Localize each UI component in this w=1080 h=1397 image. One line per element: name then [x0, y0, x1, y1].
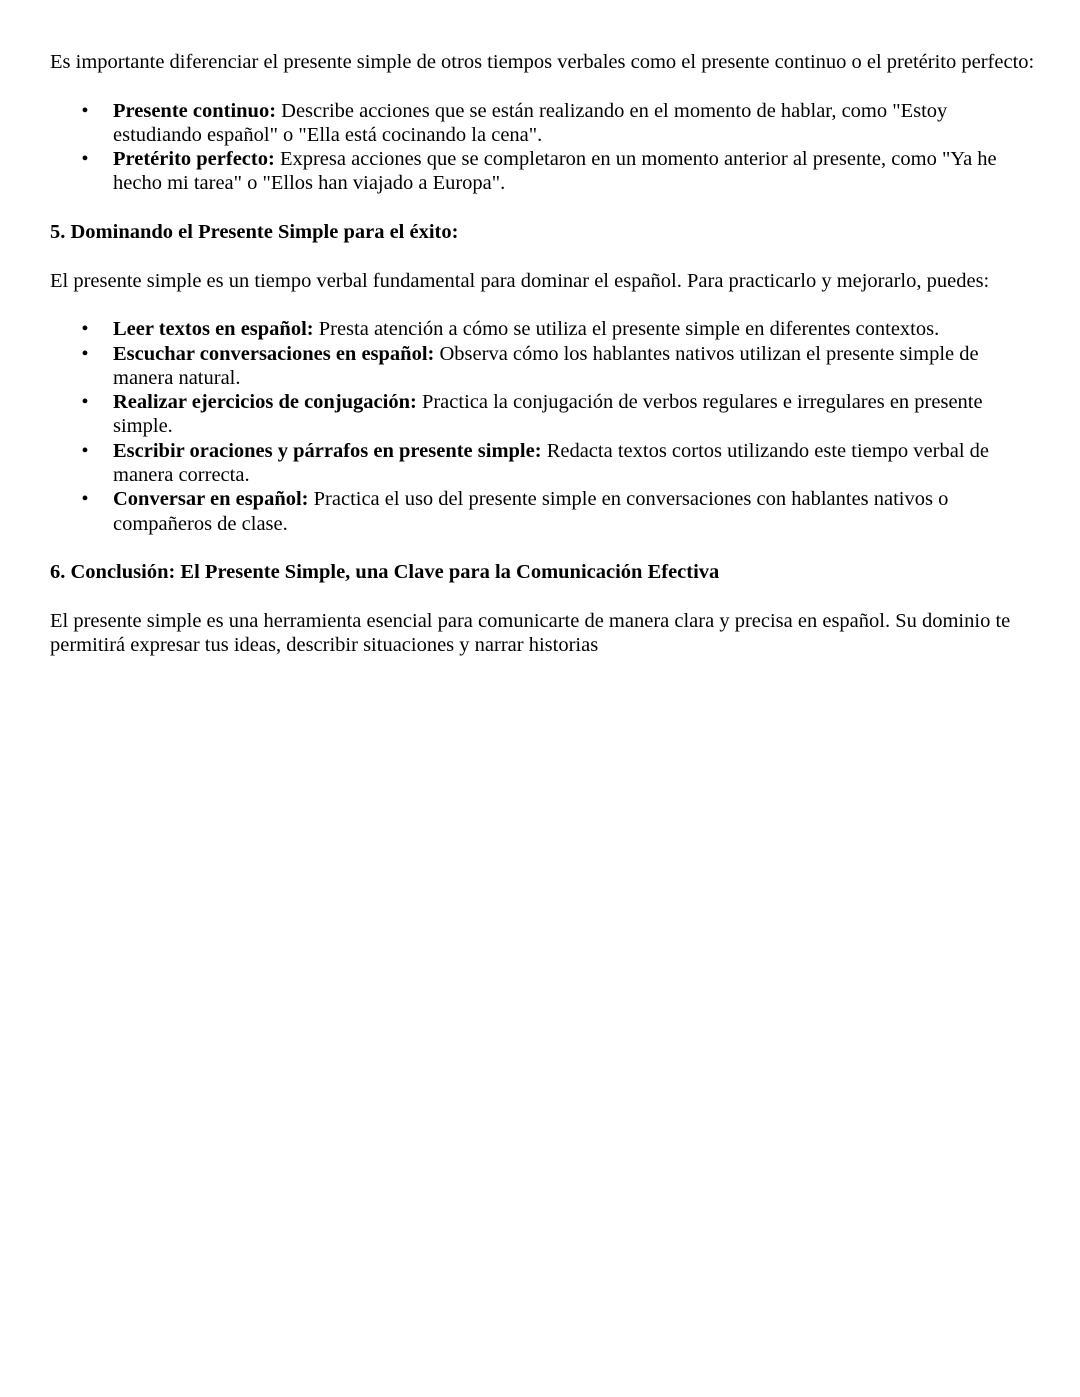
bullet-icon: •	[81, 318, 89, 341]
list-item	[81, 439, 1040, 488]
list-item	[81, 487, 1040, 536]
list-item-text: Presta atención a cómo se utiliza el presente simple en diferentes contextos.	[313, 318, 940, 341]
list-item	[81, 390, 1040, 439]
list-item-term: Escuchar conversaciones en español:	[113, 342, 435, 365]
list-item-term: Presente continuo:	[113, 99, 277, 122]
list-item-term: Escribir oraciones y párrafos en presente simple:	[113, 439, 542, 462]
bullet-icon: •	[81, 391, 89, 414]
section-5-heading: 5. Dominando el Presente Simple para el éxito:	[50, 221, 459, 244]
intro-paragraph: Es importante diferenciar el presente simple de otros tiempos verbales como el presente continuo o el pretérito perfecto:	[50, 51, 1035, 73]
list-item-term: Pretérito perfecto:	[113, 148, 275, 171]
section-6-paragraph: El presente simple es una herramienta esencial para comunicarte de manera clara y precisa en español. Su dominio te permitirá expresar tus ideas, describir situaciones y narrar historias	[50, 609, 1011, 657]
bullet-icon: •	[81, 488, 89, 511]
list-item	[81, 147, 1040, 196]
list-item-text: Expresa acciones que se completaron en un momento anterior al presente, como "Ya he hecho mi tarea" o "Ellos han viajado a Europa".	[113, 148, 997, 195]
list-item-text: Describe acciones que se están realizando en el momento de hablar, como "Estoy estudiando español" o "Ella está cocinando la cena".	[113, 99, 948, 146]
bullet-icon: •	[81, 439, 89, 462]
list-item-term: Realizar ejercicios de conjugación:	[113, 391, 417, 414]
tense-comparison-list	[50, 99, 1040, 196]
bullet-icon: •	[81, 148, 89, 171]
list-item-term: Leer textos en español:	[113, 318, 314, 341]
list-item	[81, 342, 1040, 391]
bullet-icon: •	[81, 99, 89, 122]
list-item-text: Practica el uso del presente simple en conversaciones con hablantes nativos o compañeros de clase.	[113, 488, 949, 535]
list-item-text: Practica la conjugación de verbos regulares e irregulares en presente simple.	[113, 391, 983, 438]
list-item-text: Observa cómo los hablantes nativos utilizan el presente simple de manera natural.	[113, 342, 979, 389]
practice-tips-list	[50, 317, 1040, 536]
list-item	[81, 99, 1040, 148]
list-item-text: Redacta textos cortos utilizando este tiempo verbal de manera correcta.	[113, 439, 989, 487]
list-item-term: Conversar en español:	[113, 488, 309, 511]
section-5-paragraph: El presente simple es un tiempo verbal fundamental para dominar el español. Para practicarlo y mejorarlo, puedes:	[50, 269, 990, 292]
list-item	[81, 317, 1040, 341]
section-6-heading: 6. Conclusión: El Presente Simple, una Clave para la Comunicación Efectiva	[50, 561, 720, 584]
document-page	[50, 50, 1040, 657]
bullet-icon: •	[81, 342, 89, 365]
